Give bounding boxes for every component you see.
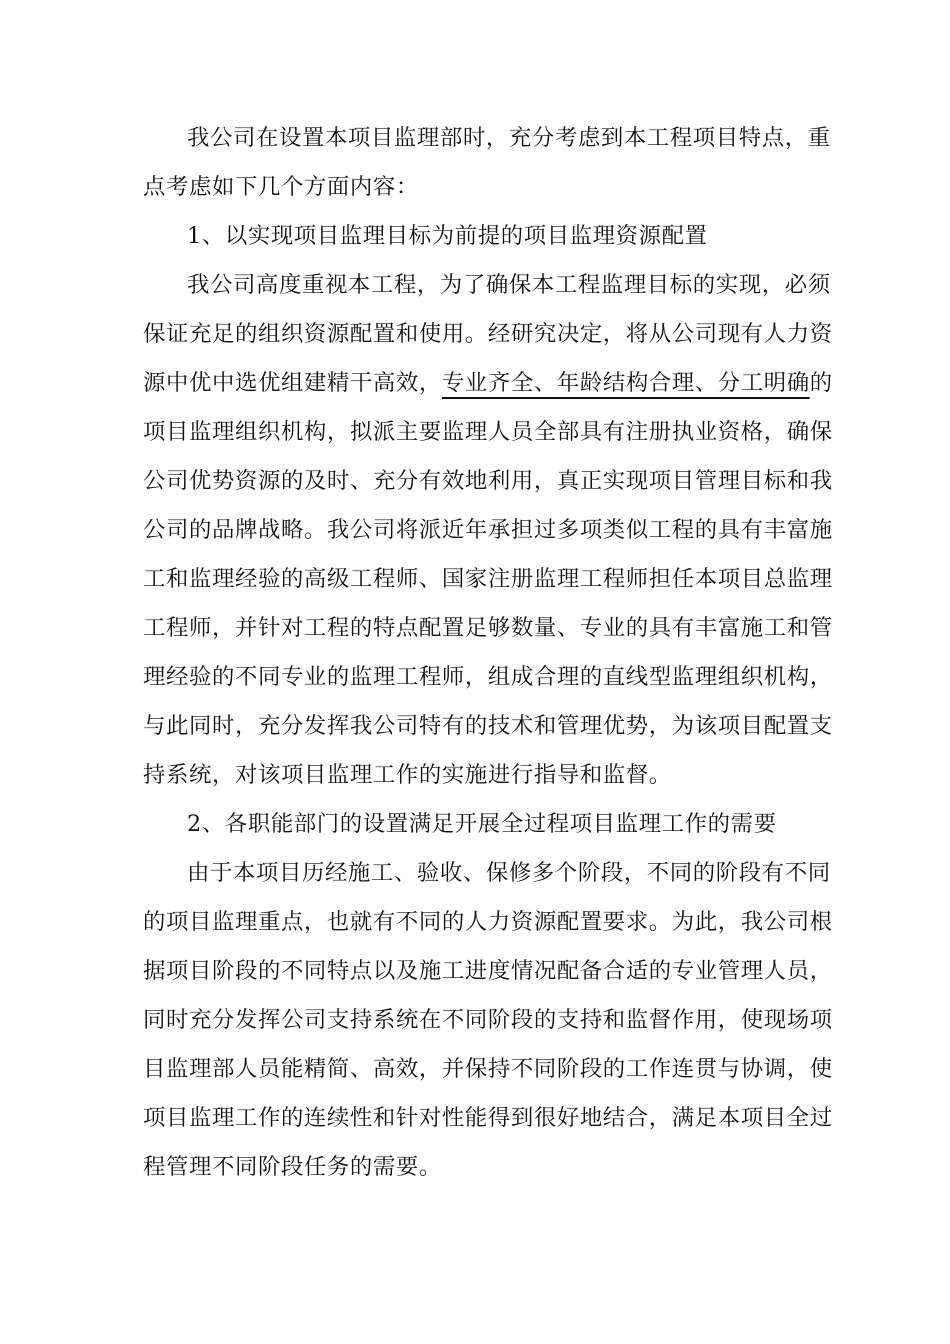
underlined-phrase: 专业齐全、年龄结构合理、分工明确 bbox=[441, 370, 810, 396]
line-3-prefix: 源中优中选优组建精干高效， bbox=[143, 370, 442, 396]
paragraph-2-line-11: 持系统，对该项目监理工作的实施进行指导和监督。 bbox=[143, 762, 672, 788]
paragraph-1-line-1: 我公司在设置本项目监理部时，充分考虑到本工程项目特点，重 bbox=[187, 125, 831, 151]
paragraph-2-line-6: 公司的品牌战略。我公司将派近年承担过多项类似工程的具有丰富施 bbox=[143, 517, 833, 543]
paragraph-3-line-1: 由于本项目历经施工、验收、保修多个阶段，不同的阶段有不同 bbox=[187, 860, 831, 886]
paragraph-3-line-5: 目监理部人员能精简、高效，并保持不同阶段的工作连贯与协调，使 bbox=[143, 1056, 833, 1082]
paragraph-3-line-4: 同时充分发挥公司支持系统在不同阶段的支持和监督作用，使现场项 bbox=[143, 1007, 833, 1033]
paragraph-2-line-10: 与此同时，充分发挥我公司特有的技术和管理优势，为该项目配置支 bbox=[143, 713, 833, 739]
paragraph-2-line-8: 工程师，并针对工程的特点配置足够数量、专业的具有丰富施工和管 bbox=[143, 615, 833, 641]
paragraph-2-line-9: 理经验的不同专业的监理工程师，组成合理的直线型监理组织机构， bbox=[143, 664, 833, 690]
paragraph-3-line-3: 据项目阶段的不同特点以及施工进度情况配备合适的专业管理人员， bbox=[143, 958, 833, 984]
heading-2: 2、各职能部门的设置满足开展全过程项目监理工作的需要 bbox=[187, 811, 777, 837]
paragraph-2-line-4: 项目监理组织机构，拟派主要监理人员全部具有注册执业资格，确保 bbox=[143, 419, 833, 445]
paragraph-3-line-2: 的项目监理重点，也就有不同的人力资源配置要求。为此，我公司根 bbox=[143, 909, 833, 935]
paragraph-2-line-1: 我公司高度重视本工程，为了确保本工程监理目标的实现，必须 bbox=[187, 272, 831, 298]
paragraph-2-line-2: 保证充足的组织资源配置和使用。经研究决定，将从公司现有人力资 bbox=[143, 321, 833, 347]
line-3-suffix: 的 bbox=[809, 370, 833, 396]
paragraph-3-line-7: 程管理不同阶段任务的需要。 bbox=[143, 1154, 442, 1180]
heading-1: 1、以实现项目监理目标为前提的项目监理资源配置 bbox=[187, 223, 708, 249]
paragraph-3-line-6: 项目监理工作的连续性和针对性能得到很好地结合，满足本项目全过 bbox=[143, 1105, 833, 1131]
paragraph-2-line-5: 公司优势资源的及时、充分有效地利用，真正实现项目管理目标和我 bbox=[143, 468, 833, 494]
paragraph-1-line-2: 点考虑如下几个方面内容： bbox=[143, 174, 419, 200]
paragraph-2-line-3 bbox=[143, 368, 833, 398]
paragraph-2-line-7: 工和监理经验的高级工程师、国家注册监理工程师担任本项目总监理 bbox=[143, 566, 833, 592]
